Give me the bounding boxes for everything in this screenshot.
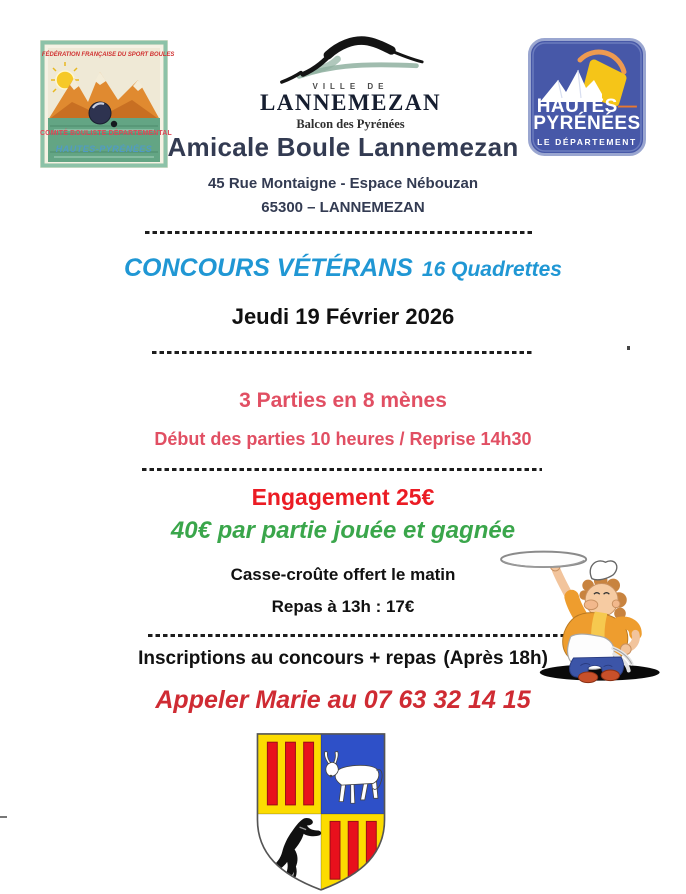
event-date: Jeudi 19 Février 2026	[231, 304, 455, 329]
federation-logo-committee: COMITÉ BOULISTE DÉPARTEMENTAL	[40, 130, 172, 137]
federation-logo-region: HAUTES-PYRÉNÉES	[55, 144, 153, 154]
club-address-line2: 65300 – LANNEMEZAN	[261, 199, 425, 216]
ville-logo-overtitle: VILLE DE	[312, 82, 389, 91]
registration-hours: (Après 18h)	[443, 648, 548, 669]
contact-phone-line: Appeler Marie au 07 63 32 14 15	[155, 686, 531, 714]
entry-fee: Engagement 25€	[251, 484, 435, 510]
mountain-brushstroke-icon	[271, 34, 431, 84]
chef-with-tray-icon	[496, 540, 686, 685]
coat-of-arms-icon	[248, 729, 394, 894]
event-title	[0, 254, 686, 283]
club-address-line1: 45 Rue Montaigne - Espace Nébouzan	[207, 175, 479, 192]
dashed-divider-1	[145, 231, 533, 234]
scan-artifact-dot	[627, 346, 630, 350]
dept-logo-name-part1: HAUTES	[536, 96, 618, 117]
event-schedule: Début des parties 10 heures / Reprise 14h30	[154, 429, 532, 449]
event-title-suffix: 16 Quadrettes	[421, 258, 562, 281]
dept-logo-line2: PYRÉNÉES	[533, 113, 641, 134]
dept-logo-line3: LE DÉPARTEMENT	[537, 137, 637, 147]
dept-logo-dash: —	[617, 96, 638, 117]
dashed-divider-2	[152, 351, 532, 354]
event-format: 3 Parties en 8 mènes	[239, 389, 447, 412]
registration-text: Inscriptions au concours + repas	[138, 648, 437, 669]
lannemezan-coat-of-arms	[248, 729, 394, 894]
dashed-divider-3	[142, 468, 542, 471]
waiter-cartoon	[496, 540, 686, 685]
ville-logo-tagline: Balcon des Pyrénées	[296, 117, 405, 132]
lunch-note: Repas à 13h : 17€	[271, 597, 415, 616]
federation-logo-title: FÉDÉRATION FRANÇAISE DU SPORT BOULES	[41, 51, 175, 58]
ville-de-lannemezan-logo	[258, 34, 443, 132]
event-title-main: CONCOURS VÉTÉRANS	[124, 254, 413, 282]
ville-logo-name: LANNEMEZAN	[259, 90, 442, 115]
breakfast-note: Casse-croûte offert le matin	[230, 565, 456, 584]
winnings-per-game: 40€ par partie jouée et gagnée	[170, 517, 516, 544]
club-name-heading: Amicale Boule Lannemezan	[167, 132, 519, 162]
scan-artifact-dash	[0, 816, 7, 818]
